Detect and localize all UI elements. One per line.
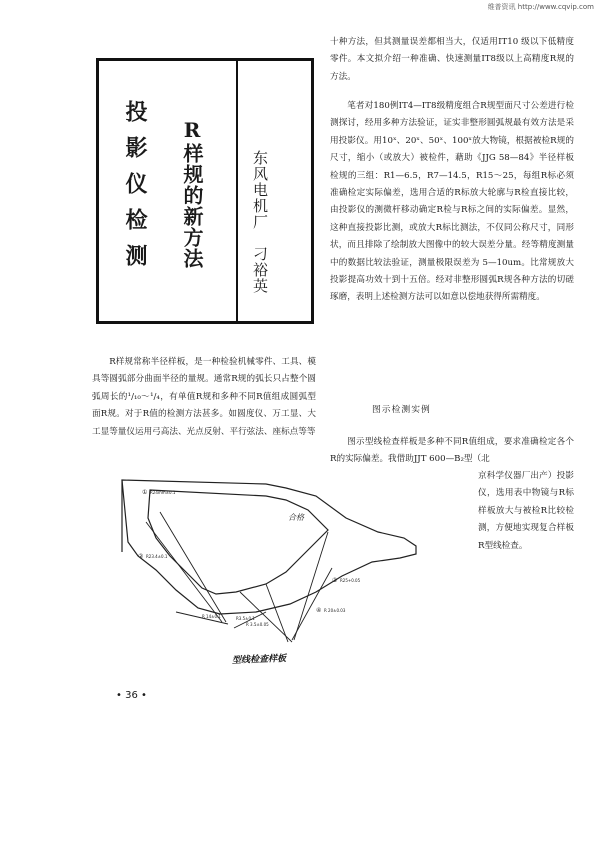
- author-name: 刁裕英: [251, 246, 269, 294]
- callout-3: ③: [332, 577, 338, 584]
- author-org: 东风电机厂: [251, 150, 269, 230]
- label-r1: R24mm±0.1: [150, 490, 176, 495]
- right-top-paragraph: 十种方法，但其测量误差都相当大，仅适用IT10 级以下低精度零件。本文拟介绍一种准确、快速测量IT8级以上高精度R规的方法。: [330, 37, 574, 82]
- sub-title: R样规的新方法: [180, 118, 204, 269]
- main-title: 投影仪检测: [122, 100, 148, 280]
- label-r6: R3.5±0.1: [236, 616, 255, 621]
- right-bottom-paragraph-1: 图示型线检查样板是多种不同R值组成，要求准确检定各个R的实际偏差。我借助JJT 600—B₂型（北: [330, 437, 574, 465]
- callout-2: ②: [138, 553, 144, 560]
- page-number: • 36 •: [116, 690, 147, 701]
- right-main-paragraph: 笔者对180例IT4—IT8级精度组合R规型面尺寸公差进行检测探讨，经用多种方法验证，证实非整形圆弧规最有效方法是采用投影仪。用10ˣ、20ˣ、50ˣ、100ˣ放大物镜，根据被检R规的尺寸，缩小（或放大）被检件，藉助《JJG 58—84》半径样板检规的三组：R1—6.5，R7—14.5，R15～25，每组R标必须准确检定实际偏差，选用合适的R标放大轮廓与R检直接比较，由投影仪的测微杆移动确定R检与R标之间的实际偏差。显然，这种直接投影比测，或放大R标比测法，不仅同公称尺寸，同形状，而且排除了绘制放大图像中的较大误差分量。经等精度测量中的数据比较法验证，测量极限误差为 5—10um。比常规放大投影提高功效十到十五倍。经对非整形圆弧R规各种方法的切磋琢磨，表明上述检测方法可以如意以偿地获得所需精度。: [330, 101, 574, 303]
- author-line: [250, 150, 271, 294]
- top-label: 合格: [288, 513, 304, 522]
- title-divider: [236, 58, 238, 324]
- right-bottom-paragraph-2: 京科学仪器厂出产）投影仪，选用表中物镜与R标样板放大与被检R比较检测，方便地实现复合样板R型线检查。: [478, 471, 574, 551]
- watermark: 维普资讯 http://www.cqvip.com: [487, 3, 594, 11]
- section-heading: 图示检测实例: [372, 405, 431, 415]
- figure-caption: 型线检查样板: [231, 654, 287, 666]
- template-outline: [122, 480, 416, 614]
- template-inner-outline: [148, 490, 328, 594]
- label-r4: R 20±0.03: [324, 608, 346, 613]
- callout-4: ④: [316, 607, 322, 614]
- callout-1: ①: [142, 489, 148, 496]
- label-r2: R23.4±0.1: [146, 554, 168, 559]
- label-r5: R 14±0.1: [202, 614, 221, 619]
- left-paragraph: R样规常称半径样板，是一种检验机械零件、工具、模具等圆弧部分曲面半径的量规。通常R规的弧长只占整个圆弧周长的¹/₁₀～¹/₄，有单值R规和多种不同R值组成圆弧型面R规。对于R值的检测方法甚多。如圆度仪、万工显、大工显等量仪运用弓高法、光点反射、平行弦法、座标点等等: [92, 357, 316, 437]
- label-r3: R25+0.05: [340, 578, 361, 583]
- label-r7: R 3.5±0.05: [246, 622, 269, 627]
